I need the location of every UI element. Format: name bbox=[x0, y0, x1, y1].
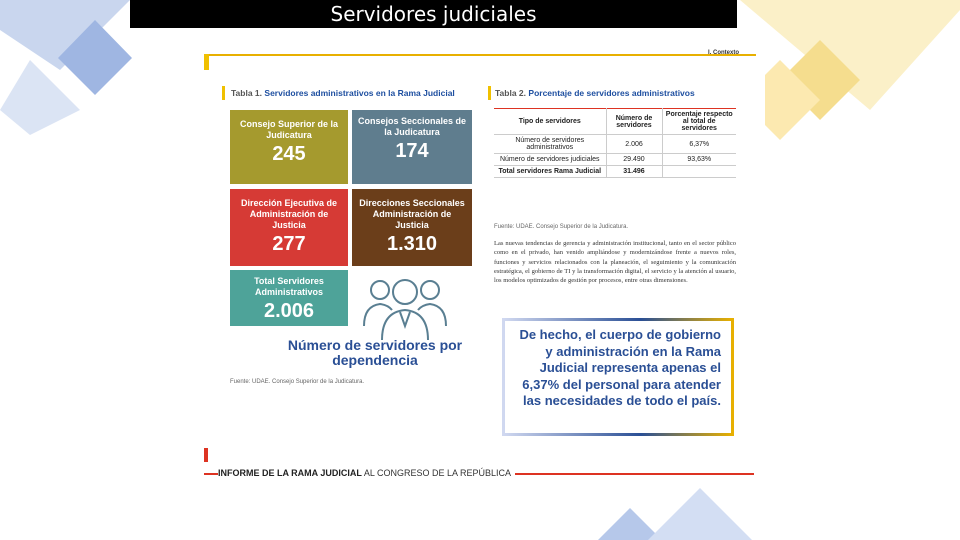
highlight-quote: De hecho, el cuerpo de gobierno y administración en la Rama Judicial representa apenas el 6,37% del personal para atender las necesidades de todo el país. bbox=[502, 318, 734, 436]
slide-title: Servidores judiciales bbox=[130, 0, 737, 28]
box-label: Consejo Superior de la Judicatura bbox=[239, 119, 339, 140]
table1-source: Fuente: UDAE. Consejo Superior de la Judicatura. bbox=[230, 379, 365, 385]
section-label: I. Contexto bbox=[708, 50, 739, 56]
box-consejos-seccionales bbox=[352, 110, 472, 184]
cell: 93,63% bbox=[662, 154, 736, 166]
footer-bold: INFORME DE LA RAMA JUDICIAL bbox=[218, 468, 362, 478]
box-label: Dirección Ejecutiva de Administración de Justicia bbox=[240, 198, 338, 230]
box-label: Total Servidores Administrativos bbox=[254, 276, 324, 297]
report-footer bbox=[218, 468, 515, 478]
decorative-diamonds-bottom bbox=[590, 480, 790, 540]
table2-source: Fuente: UDAE. Consejo Superior de la Judicatura. bbox=[494, 224, 629, 230]
box-value: 277 bbox=[272, 233, 306, 255]
box-value: 2.006 bbox=[263, 300, 315, 322]
cell: 2.006 bbox=[606, 135, 662, 154]
header-tipo: Tipo de servidores bbox=[494, 109, 606, 135]
cell: 31.496 bbox=[606, 166, 662, 178]
table1-title-accent bbox=[222, 86, 225, 100]
decorative-diamonds-right bbox=[740, 0, 960, 140]
box-label: Consejos Seccionales de la Judicatura bbox=[357, 116, 467, 137]
cell: Número de servidores administrativos bbox=[494, 135, 606, 154]
box-consejo-superior bbox=[230, 110, 348, 184]
percentage-table bbox=[494, 108, 736, 178]
cell bbox=[662, 166, 736, 178]
table-row bbox=[494, 166, 736, 178]
table-header-row bbox=[494, 109, 736, 135]
table2-title-text: Porcentaje de servidores administrativos bbox=[528, 88, 695, 98]
table1-title-text: Servidores administrativos en la Rama Judicial bbox=[264, 88, 455, 98]
table1-title-prefix: Tabla 1. bbox=[231, 88, 263, 98]
cell: Número de servidores judiciales bbox=[494, 154, 606, 166]
table2-title-accent bbox=[488, 86, 491, 100]
table1-title bbox=[231, 88, 455, 98]
top-rule bbox=[206, 54, 756, 56]
box-label: Direcciones Seccionales Administración de Justicia bbox=[359, 198, 465, 230]
box-direcciones-seccionales bbox=[352, 189, 472, 266]
box-total-administrativos bbox=[230, 270, 348, 326]
bottom-accent bbox=[204, 448, 208, 462]
box-direccion-ejecutiva bbox=[230, 189, 348, 266]
box-value: 245 bbox=[272, 143, 306, 165]
top-rule-accent bbox=[204, 54, 209, 70]
cell: 6,37% bbox=[662, 135, 736, 154]
people-group-icon bbox=[360, 270, 450, 342]
table-row bbox=[494, 154, 736, 166]
box-value: 1.310 bbox=[386, 233, 438, 255]
table2-title bbox=[495, 88, 695, 98]
header-numero: Número de servidores bbox=[606, 109, 662, 135]
cell: 29.490 bbox=[606, 154, 662, 166]
body-paragraph: Las nuevas tendencias de gerencia y administración institucional, tanto en el sector público como en el privado, han venido ampliándose y modernizándose frente a nuevos roles, funciones y servicios relacionados con la planeación, el seguimiento y la comunicación estratégica, el gobierno de TI y la transformación digital, el servicio y la atención al usuario, los modelos optimizados de gestión por procesos, entre otras dimensiones. bbox=[494, 240, 736, 285]
box-value: 174 bbox=[395, 140, 429, 162]
footer-rest: AL CONGRESO DE LA REPÚBLICA bbox=[361, 468, 512, 478]
table-row bbox=[494, 135, 736, 154]
cell: Total servidores Rama Judicial bbox=[494, 166, 606, 178]
report-page bbox=[200, 48, 765, 488]
table2-title-prefix: Tabla 2. bbox=[495, 88, 527, 98]
header-porcentaje: Porcentaje respecto al total de servidores bbox=[662, 109, 736, 135]
table1-caption: Número de servidores por dependencia bbox=[287, 337, 463, 368]
